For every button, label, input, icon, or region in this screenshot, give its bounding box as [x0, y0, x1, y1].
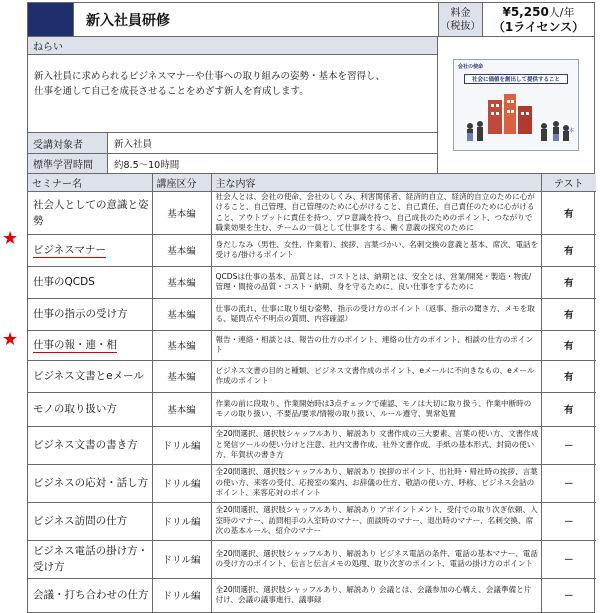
star-marker-icon: ★ — [2, 228, 19, 249]
seminar-category: 基本編 — [152, 191, 211, 234]
seminar-content: QCDSは仕事の基本、品質とは、コストとは、納期とは、安全とは、営業/開発・製造・物流/管理・間接の品質・コスト・納期、身を守るために、良い仕事をするために — [211, 266, 541, 298]
table-row — [28, 392, 596, 426]
star-marker-icon: ★ — [2, 329, 19, 350]
seminar-content: 仕事の流れ、仕事に取り組む姿勢、指示の受け方のポイント（返事、指示の聞き方、メモを取る、疑問点や不明点の質問、内容確認） — [211, 298, 541, 330]
seminar-name: 仕事の指示の受け方 — [28, 298, 152, 330]
seminar-test: 有 — [541, 330, 596, 360]
seminar-content: 全20問選択、選択肢シャッフルあり、解説あり 会議とは、会議参加の心構え、会議準備と片付け、会議の議事進行、議事録 — [211, 578, 541, 612]
price-label-line-2: （税抜） — [440, 20, 481, 32]
seminar-content: 全20問選択、選択肢シャッフルあり、解説あり ビジネス電話の条件、電話の基本マナー、電話の受け方のポイント、伝言と伝言メモの処理、取り次ぎのポイント、電話の掛け方のポイント — [211, 540, 541, 578]
seminar-test: － — [541, 464, 596, 502]
table-row — [28, 191, 596, 234]
seminar-test: 有 — [541, 360, 596, 392]
time-label: 標準学習時間 — [28, 154, 108, 173]
seminar-category: ドリル編 — [152, 578, 211, 612]
seminar-name: ビジネス文書の書き方 — [28, 426, 152, 464]
col-category: 講座区分 — [152, 174, 211, 191]
seminar-name: 仕事のQCDS — [28, 266, 152, 298]
seminar-category: ドリル編 — [152, 426, 211, 464]
table-row — [28, 298, 596, 330]
aim-text-line-2: 仕事を通して自己を成長させることをめざす新人を育成します。 — [34, 86, 309, 97]
col-seminar-name: セミナー名 — [28, 174, 152, 191]
summary-left — [28, 37, 438, 173]
price-unit: 人/年 — [548, 6, 575, 19]
seminar-category: 基本編 — [152, 266, 211, 298]
seminar-content: 全20問選択、選択肢シャッフルあり、解説あり 挨拶のポイント、出社時・帰社時の挨拶、言葉の使い方、来客の受付、応接室の案内、お辞儀の仕方、敬語の使い方、呼称、ビジネス会話のポイント、来客応対のポイント — [211, 464, 541, 502]
table-row — [28, 578, 596, 612]
header-bar — [28, 3, 594, 37]
col-content: 主な内容 — [211, 174, 541, 191]
seminar-name: ビジネス訪問の仕方 — [28, 502, 152, 540]
time-value: 約8.5～10時間 — [114, 159, 180, 171]
target-value: 新入社員 — [114, 139, 153, 150]
table-row — [28, 234, 596, 266]
seminar-name-cell — [28, 234, 152, 266]
table-row — [28, 360, 596, 392]
price-license: （1ライセンス） — [492, 20, 585, 34]
course-slide-thumbnail — [453, 59, 579, 151]
table-header-row — [28, 174, 596, 191]
seminar-name-cell — [28, 330, 152, 360]
table-row — [28, 464, 596, 502]
table-row — [28, 426, 596, 464]
seminar-table — [28, 174, 596, 612]
seminar-name: ビジネスマナー — [33, 244, 106, 256]
aim-text-line-1: 新入社員に求められるビジネスマナーや仕事への取り組みの姿勢・基本を習得し、 — [34, 71, 386, 82]
seminar-name: 社会人としての意識と姿勢 — [28, 191, 152, 234]
seminar-content: 作業の前に段取り、作業開始時は3点チェックで確認、モノは大切に取り扱う、作業中断時のモノの取り扱い、不要品/要求/情報の取り扱い、ルール遵守、異常処置 — [211, 392, 541, 426]
seminar-test: 有 — [541, 234, 596, 266]
seminar-test: － — [541, 540, 596, 578]
table-row — [28, 540, 596, 578]
preview-cell — [438, 37, 594, 173]
seminar-test: 有 — [541, 266, 596, 298]
seminar-name: ビジネス文書とeメール — [28, 360, 152, 392]
seminar-content: 全20問選択、選択肢シャッフルあり、解説あり 文書作成の三大要素、言葉の使い方、文書作成と発信ツールの使い分けと注意、社内文書作成、社外文書作成、手紙の基本形式、封筒の使い方、年賀状の書き方 — [211, 426, 541, 464]
seminar-category: 基本編 — [152, 330, 211, 360]
target-label: 受講対象者 — [28, 133, 108, 153]
seminar-content: 全20問選択、選択肢シャッフルあり、解説あり アポイントメント、受付での取り次ぎ依頼、入室時のマナー、訪問相手の入室時のマナー、面談時のマナー、退出時のマナー、名刺交換、席次の基本ルール、紹介のマナー — [211, 502, 541, 540]
building-illustration — [464, 90, 574, 148]
seminar-test: － — [541, 578, 596, 612]
price-label — [438, 3, 482, 36]
seminar-test: 有 — [541, 298, 596, 330]
seminar-test: － — [541, 502, 596, 540]
seminar-name: ビジネス電話の掛け方・受け方 — [28, 540, 152, 578]
seminar-category: 基本編 — [152, 298, 211, 330]
table-row — [28, 502, 596, 540]
price-value: ¥5,250 — [502, 5, 549, 19]
aim-label: ねらい — [28, 37, 437, 55]
table-row — [28, 330, 596, 360]
aim-text — [28, 55, 437, 133]
seminar-name: 仕事の報・連・相 — [33, 339, 117, 351]
price-label-line-1: 料金 — [450, 7, 471, 19]
col-test: テスト — [541, 174, 596, 191]
seminar-name: 会議・打ち合わせの仕方 — [28, 578, 152, 612]
target-row — [28, 133, 437, 153]
seminar-content: 社会人とは、会社の使命、会社のしくみ、利害関係者、経済的自立、経済的自立のために心がけること、自己管理、自己管理のために心がけること、自己責任、自己責任のために心がけること、アウトプットに責任を持つ、プロ意識を持つ、自己成長のためのポイント、つながりで職業効果を生む、チームの一員として仕事をする、働く意義の探究のために — [211, 191, 541, 234]
slide-person-label: 賀本 — [563, 128, 574, 134]
slide-banner: 社会に価値を創出して提供すること — [464, 74, 568, 84]
slide-title: 会社の使命 — [458, 64, 484, 70]
seminar-test: 有 — [541, 191, 596, 234]
course-sheet — [27, 2, 595, 613]
seminar-category: 基本編 — [152, 234, 211, 266]
seminar-content: ビジネス文書の目的と種類、ビジネス文書作成のポイント、eメールに不向きなもの、eメール作成のポイント — [211, 360, 541, 392]
seminar-content: 身だしなみ（男性、女性、作業着）、挨拶、言葉づかい、名刺交換の意義と基本、席次、電話を受ける/掛けるポイント — [211, 234, 541, 266]
seminar-test: 有 — [541, 392, 596, 426]
table-row — [28, 266, 596, 298]
seminar-test: － — [541, 426, 596, 464]
seminar-content: 報告・連絡・相談とは、報告の仕方のポイント、連絡の仕方のポイント、相談の仕方のポイント — [211, 330, 541, 360]
seminar-category: 基本編 — [152, 392, 211, 426]
page-title: 新入社員研修 — [73, 3, 438, 36]
seminar-category: ドリル編 — [152, 502, 211, 540]
price-value-cell — [482, 3, 594, 36]
summary-section — [28, 37, 594, 174]
seminar-category: ドリル編 — [152, 540, 211, 578]
time-row — [28, 153, 437, 173]
header-accent — [28, 3, 73, 36]
seminar-name: ビジネスの応対・話し方 — [28, 464, 152, 502]
seminar-category: ドリル編 — [152, 464, 211, 502]
seminar-name: モノの取り扱い方 — [28, 392, 152, 426]
price-line — [502, 5, 574, 20]
seminar-category: 基本編 — [152, 360, 211, 392]
